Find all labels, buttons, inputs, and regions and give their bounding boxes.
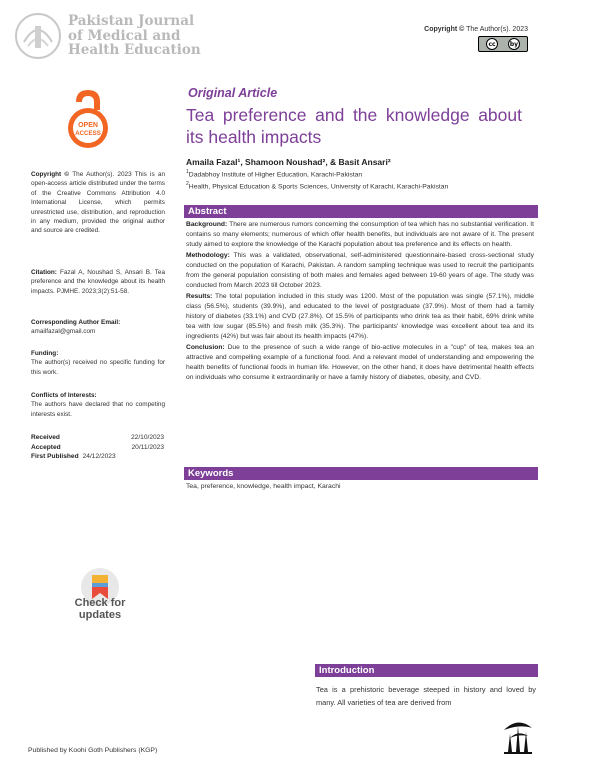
by-icon: by [508,38,520,50]
published-date: First Published 24/12/2023 [31,453,116,461]
header-copyright: Copyright © The Author(s). 2023 [424,26,528,33]
keywords-text: Tea, preference, knowledge, health impact, Karachi [186,483,341,490]
abstract-conclusion: Conclusion: Due to the presence of such a wide range of bio-active molecules in a "cup" of tea, makes tea an attractive and compelling example of a functional food. And a relevant model of understanding and empowering the health benefits of functional foods in human life. However, on the other hand, it does have detrimental health effects on individuals who consume it extraordinarily or have a family history of diabetes, obesity, and CVD. [186,344,534,382]
sidebar-conflicts: Conflicts of Interests: The authors have declared that no competing interests exist. [31,392,165,418]
abstract-body [186,220,534,385]
article-type: Original Article [188,86,278,100]
cc-icon: cc [486,38,498,50]
affiliation-1: $^1$Dadabhoy Institute of Higher Education, Karachi-Pakistan [186,169,363,179]
introduction-heading: Introduction [315,664,538,677]
kgp-logo-icon [500,714,536,756]
sidebar-citation: Citation: Fazal A, Noushad S, Ansari B. Tea preference and the knowledge about its health impacts. PJMHE. 2023;3(2):51-58. [31,269,165,295]
corresponding-email[interactable]: amailfazal@gmail.com [31,328,96,336]
sidebar-dates [31,433,164,462]
check-for-updates-label[interactable]: Check for updates [74,597,126,621]
cc-license-badge[interactable] [478,36,528,52]
introduction-text: Tea is a prehistoric beverage steeped in history and loved by many. All varieties of tea are derived from [316,685,536,707]
open-access-icon [66,88,110,150]
accepted-date: Accepted 20/11/2023 [31,443,164,451]
article-authors: Amaila Fazal¹, Shamoon Noushad², & Basit Ansari² [186,157,391,167]
svg-text:ACCESS: ACCESS [75,130,101,137]
journal-logo [14,12,204,60]
svg-text:OPEN: OPEN [78,122,98,129]
journal-name: Pakistan Journal of Medical and Health Education [68,13,201,58]
abstract-background: Background: There are numerous rumors concerning the consumption of tea which has no substantial verification. It contains so many elements; numerous of which offer health benefits, but individuals are not aware of it. The present study aimed to explore the knowledge of the Karachi population about tea preference and its effects on health. [186,221,534,248]
article-title: Tea preference and the knowledge about its health impacts [186,105,522,147]
sidebar-funding: Funding: The author(s) received no specific funding for this work. [31,350,165,376]
publisher-footer: Published by Koohi Goth Publishers (KGP) [28,747,158,754]
received-date: Received 22/10/2023 [31,434,164,441]
abstract-results: Results: The total population included in this study was 1200. Most of the population was single (57.1%), middle class (56.5%), students (39.9%), and educated to the level of postgraduate (37.9%). Most of them had a family history of diabetes (33.1%) and CVD (27.8%). Of 15.5% of participants who drink tea as their habit, 69% drink white tea with low sugar (85.5%) and fresh milk (35.3%). The participants' knowledge was excellent about tea and its ingredients (42%) but was fair about its health impacts (47%). [186,293,534,340]
keywords-heading: Keywords [184,467,538,480]
abstract-heading: Abstract [184,205,538,218]
sidebar-copyright: Copyright © The Author(s). 2023 This is an open-access article distributed under the terms of the Creative Commons Attribution 4.0 International License, which permits unrestricted use, distribution, and reproduction in any medium, provided the original author and source are credited. [31,171,165,235]
abstract-methodology: Methodology: This was a validated, observational, self-administered questionnaire-based cross-sectional study conducted on the population of Karachi, Pakistan. A random sampling technique was used to recruit the participants from the general population consisting of both males and females aged between 19-60 years of age. The study was conducted from March 2023 till October 2023. [186,252,534,289]
affiliation-2: $^2$Health, Physical Education & Sports Sciences, University of Karachi, Karachi-Pakistan [186,181,449,191]
sidebar-corresponding: Corresponding Author Email: amailfazal@gmail.com [31,318,165,337]
journal-emblem-icon [14,12,62,60]
